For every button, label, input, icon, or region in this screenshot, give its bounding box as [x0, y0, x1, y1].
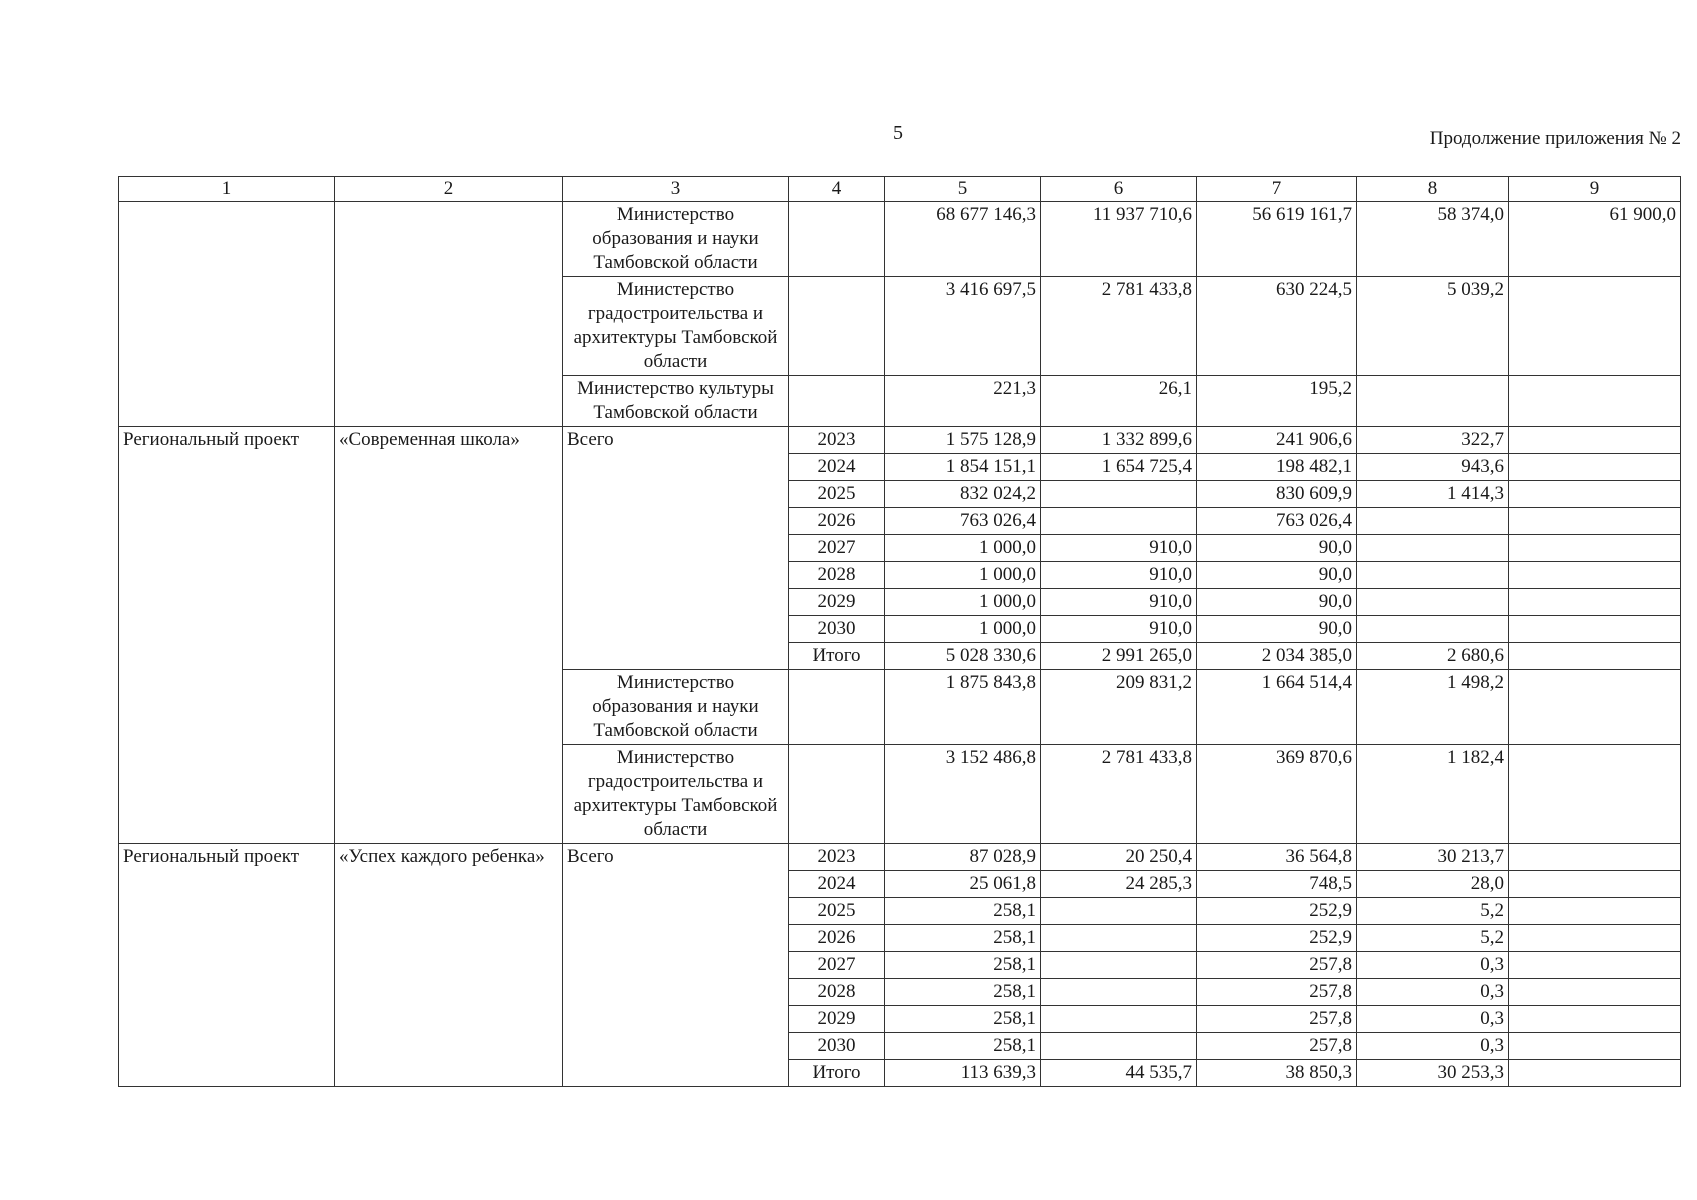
- budget-table: [118, 176, 1681, 1087]
- value-col5: 3 416 697,5: [885, 277, 1041, 376]
- year-cell: [789, 670, 885, 745]
- year-cell: Итого: [789, 643, 885, 670]
- value-col7: 763 026,4: [1197, 508, 1357, 535]
- value-col8: 5,2: [1357, 925, 1509, 952]
- value-col7: 2 034 385,0: [1197, 643, 1357, 670]
- value-col9: [1509, 616, 1681, 643]
- value-col5: 258,1: [885, 1033, 1041, 1060]
- value-col7: 56 619 161,7: [1197, 202, 1357, 277]
- value-col6: 11 937 710,6: [1041, 202, 1197, 277]
- value-col5: 5 028 330,6: [885, 643, 1041, 670]
- year-cell: [789, 202, 885, 277]
- value-col7: 252,9: [1197, 898, 1357, 925]
- year-cell: 2028: [789, 562, 885, 589]
- value-col8: 0,3: [1357, 952, 1509, 979]
- value-col5: 3 152 486,8: [885, 745, 1041, 844]
- column-number: 5: [885, 177, 1041, 202]
- value-col9: [1509, 898, 1681, 925]
- value-col5: 1 000,0: [885, 562, 1041, 589]
- column-number-row: [119, 177, 1681, 202]
- value-col8: 30 213,7: [1357, 844, 1509, 871]
- value-col9: [1509, 589, 1681, 616]
- value-col6: 910,0: [1041, 589, 1197, 616]
- value-col7: 90,0: [1197, 589, 1357, 616]
- organization-name: Министерство культуры Тамбовской области: [563, 376, 789, 427]
- value-col6: [1041, 1033, 1197, 1060]
- value-col8: [1357, 589, 1509, 616]
- value-col9: [1509, 871, 1681, 898]
- column-number: 2: [335, 177, 563, 202]
- value-col5: 1 575 128,9: [885, 427, 1041, 454]
- value-col9: [1509, 844, 1681, 871]
- value-col6: 209 831,2: [1041, 670, 1197, 745]
- value-col6: 910,0: [1041, 535, 1197, 562]
- value-col9: [1509, 1033, 1681, 1060]
- year-cell: Итого: [789, 1060, 885, 1087]
- project-type: Региональный проект: [119, 844, 335, 1087]
- table-row: [119, 202, 1681, 277]
- value-col7: 1 664 514,4: [1197, 670, 1357, 745]
- year-cell: 2025: [789, 898, 885, 925]
- value-col7: 90,0: [1197, 562, 1357, 589]
- value-col7: 830 609,9: [1197, 481, 1357, 508]
- appendix-continuation-note: Продолжение приложения № 2: [1429, 128, 1681, 149]
- value-col9: [1509, 508, 1681, 535]
- value-col6: [1041, 1006, 1197, 1033]
- value-col5: 258,1: [885, 925, 1041, 952]
- value-col9: [1509, 277, 1681, 376]
- value-col6: 24 285,3: [1041, 871, 1197, 898]
- value-col7: 241 906,6: [1197, 427, 1357, 454]
- value-col9: [1509, 1006, 1681, 1033]
- table-row: [119, 844, 1681, 871]
- value-col6: 44 535,7: [1041, 1060, 1197, 1087]
- value-col7: 630 224,5: [1197, 277, 1357, 376]
- value-col7: 748,5: [1197, 871, 1357, 898]
- value-col7: 90,0: [1197, 616, 1357, 643]
- value-col5: 113 639,3: [885, 1060, 1041, 1087]
- empty-cell: [119, 202, 335, 427]
- value-col7: 198 482,1: [1197, 454, 1357, 481]
- table-row: [119, 427, 1681, 454]
- value-col8: [1357, 616, 1509, 643]
- value-col9: [1509, 1060, 1681, 1087]
- year-cell: [789, 277, 885, 376]
- column-number: 1: [119, 177, 335, 202]
- value-col5: 1 000,0: [885, 589, 1041, 616]
- year-cell: 2029: [789, 589, 885, 616]
- value-col5: 1 854 151,1: [885, 454, 1041, 481]
- value-col5: 258,1: [885, 1006, 1041, 1033]
- value-col8: 0,3: [1357, 979, 1509, 1006]
- organization-name: Министерство градостроительства и архитектуры Тамбовской области: [563, 277, 789, 376]
- organization-name: Министерство градостроительства и архитектуры Тамбовской области: [563, 745, 789, 844]
- year-cell: 2027: [789, 535, 885, 562]
- value-col8: 1 182,4: [1357, 745, 1509, 844]
- value-col6: [1041, 979, 1197, 1006]
- total-label: Всего: [563, 844, 789, 1087]
- value-col6: 20 250,4: [1041, 844, 1197, 871]
- page-number: 5: [893, 122, 903, 144]
- project-name: «Успех каждого ребенка»: [335, 844, 563, 1087]
- year-cell: 2023: [789, 844, 885, 871]
- column-number: 7: [1197, 177, 1357, 202]
- total-label: Всего: [563, 427, 789, 670]
- value-col5: 68 677 146,3: [885, 202, 1041, 277]
- value-col9: [1509, 427, 1681, 454]
- value-col8: 1 414,3: [1357, 481, 1509, 508]
- value-col7: 38 850,3: [1197, 1060, 1357, 1087]
- year-cell: 2024: [789, 871, 885, 898]
- year-cell: 2030: [789, 616, 885, 643]
- value-col6: [1041, 481, 1197, 508]
- year-cell: 2026: [789, 925, 885, 952]
- value-col9: [1509, 643, 1681, 670]
- value-col6: [1041, 898, 1197, 925]
- value-col9: [1509, 745, 1681, 844]
- value-col5: 763 026,4: [885, 508, 1041, 535]
- value-col9: [1509, 562, 1681, 589]
- year-cell: 2026: [789, 508, 885, 535]
- value-col5: 832 024,2: [885, 481, 1041, 508]
- year-cell: [789, 745, 885, 844]
- column-number: 3: [563, 177, 789, 202]
- value-col6: [1041, 925, 1197, 952]
- value-col9: [1509, 376, 1681, 427]
- value-col9: [1509, 952, 1681, 979]
- value-col8: 1 498,2: [1357, 670, 1509, 745]
- value-col8: 5 039,2: [1357, 277, 1509, 376]
- value-col5: 258,1: [885, 898, 1041, 925]
- value-col7: 257,8: [1197, 952, 1357, 979]
- project-type: Региональный проект: [119, 427, 335, 844]
- value-col8: 322,7: [1357, 427, 1509, 454]
- value-col5: 87 028,9: [885, 844, 1041, 871]
- value-col6: 2 781 433,8: [1041, 745, 1197, 844]
- value-col8: [1357, 508, 1509, 535]
- column-number: 6: [1041, 177, 1197, 202]
- value-col6: 2 991 265,0: [1041, 643, 1197, 670]
- value-col6: [1041, 952, 1197, 979]
- value-col8: [1357, 376, 1509, 427]
- year-cell: 2030: [789, 1033, 885, 1060]
- organization-name: Министерство образования и науки Тамбовской области: [563, 670, 789, 745]
- value-col6: [1041, 508, 1197, 535]
- year-cell: 2029: [789, 1006, 885, 1033]
- value-col5: 25 061,8: [885, 871, 1041, 898]
- value-col6: 26,1: [1041, 376, 1197, 427]
- value-col9: [1509, 535, 1681, 562]
- value-col8: 0,3: [1357, 1006, 1509, 1033]
- year-cell: 2027: [789, 952, 885, 979]
- value-col9: [1509, 454, 1681, 481]
- value-col7: 257,8: [1197, 1033, 1357, 1060]
- value-col6: 1 332 899,6: [1041, 427, 1197, 454]
- organization-name: Министерство образования и науки Тамбовской области: [563, 202, 789, 277]
- value-col7: 257,8: [1197, 1006, 1357, 1033]
- column-number: 8: [1357, 177, 1509, 202]
- value-col8: [1357, 535, 1509, 562]
- value-col8: 943,6: [1357, 454, 1509, 481]
- value-col5: 1 000,0: [885, 535, 1041, 562]
- value-col8: 0,3: [1357, 1033, 1509, 1060]
- value-col9: [1509, 979, 1681, 1006]
- column-number: 9: [1509, 177, 1681, 202]
- year-cell: 2025: [789, 481, 885, 508]
- project-name: «Современная школа»: [335, 427, 563, 844]
- year-cell: [789, 376, 885, 427]
- value-col6: 910,0: [1041, 616, 1197, 643]
- value-col9: 61 900,0: [1509, 202, 1681, 277]
- value-col8: 2 680,6: [1357, 643, 1509, 670]
- value-col8: 5,2: [1357, 898, 1509, 925]
- value-col9: [1509, 925, 1681, 952]
- value-col6: 2 781 433,8: [1041, 277, 1197, 376]
- value-col5: 258,1: [885, 952, 1041, 979]
- value-col7: 257,8: [1197, 979, 1357, 1006]
- value-col8: 30 253,3: [1357, 1060, 1509, 1087]
- value-col8: [1357, 562, 1509, 589]
- value-col7: 195,2: [1197, 376, 1357, 427]
- year-cell: 2024: [789, 454, 885, 481]
- value-col7: 369 870,6: [1197, 745, 1357, 844]
- value-col8: 58 374,0: [1357, 202, 1509, 277]
- value-col5: 1 000,0: [885, 616, 1041, 643]
- value-col8: 28,0: [1357, 871, 1509, 898]
- value-col9: [1509, 481, 1681, 508]
- value-col7: 36 564,8: [1197, 844, 1357, 871]
- value-col5: 1 875 843,8: [885, 670, 1041, 745]
- value-col9: [1509, 670, 1681, 745]
- value-col5: 221,3: [885, 376, 1041, 427]
- year-cell: 2028: [789, 979, 885, 1006]
- empty-cell: [335, 202, 563, 427]
- value-col7: 90,0: [1197, 535, 1357, 562]
- column-number: 4: [789, 177, 885, 202]
- value-col5: 258,1: [885, 979, 1041, 1006]
- value-col7: 252,9: [1197, 925, 1357, 952]
- value-col6: 1 654 725,4: [1041, 454, 1197, 481]
- value-col6: 910,0: [1041, 562, 1197, 589]
- year-cell: 2023: [789, 427, 885, 454]
